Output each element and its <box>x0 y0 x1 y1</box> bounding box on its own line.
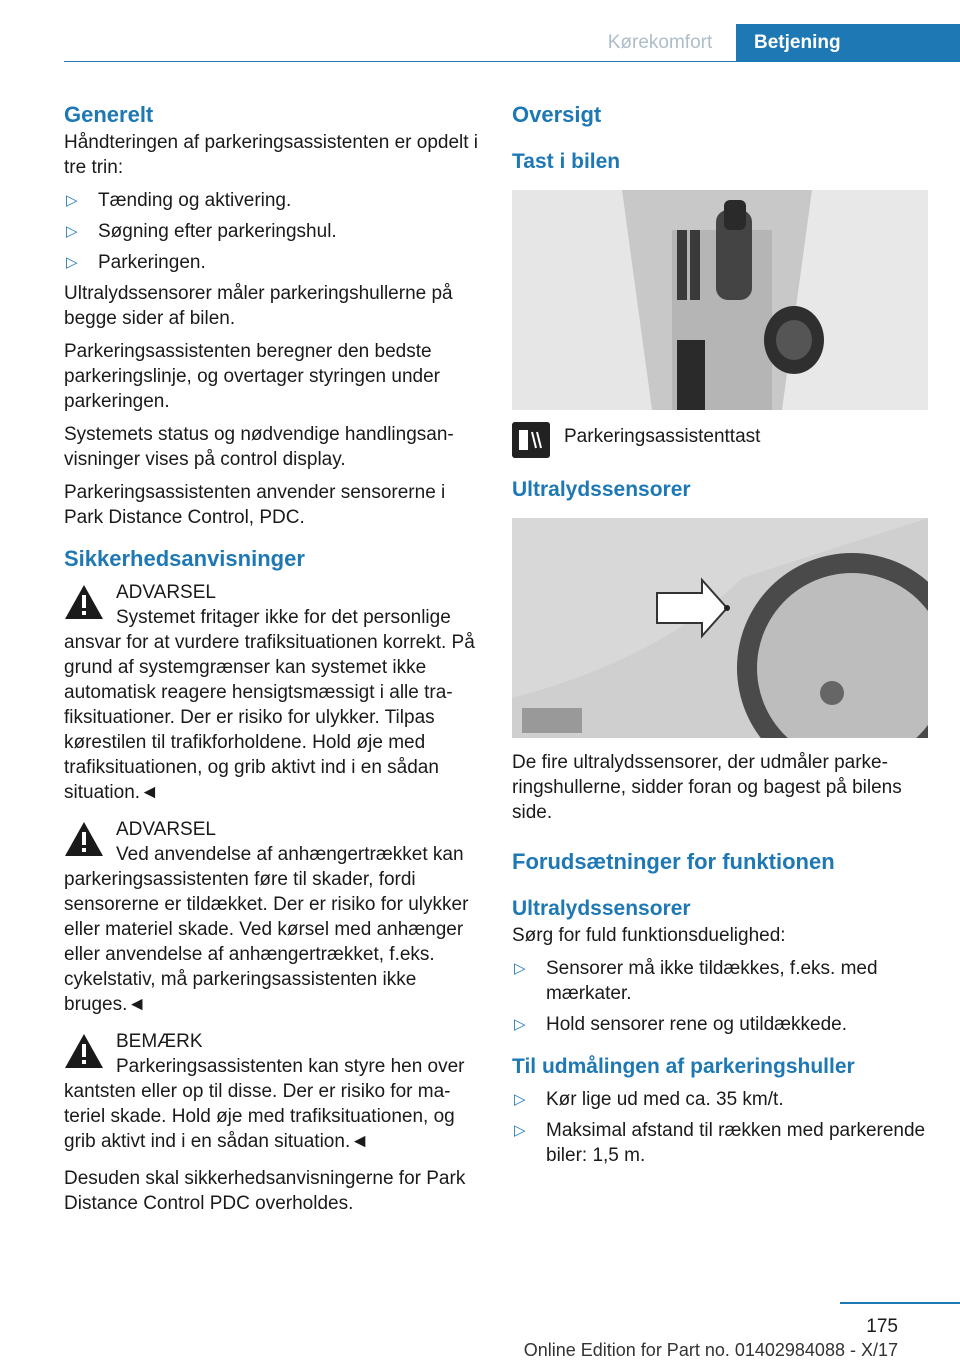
warning-text: ansvar for at vurdere trafiksituationen korrekt. På grund af systemgrænser kan systemet ikke automatisk reagere hensigtsmæssigt i alle trafiksituationer. Der er risiko for ulykker. Tilpas kørestilen til trafikforholdene. Hold øje med trafiksituationen, og grib aktivt ind i en sådan situation.◄ <box>64 632 475 803</box>
list-item: ▷ Maksimal afstand til rækken med parkerende biler: 1,5 m. <box>514 1120 926 1166</box>
parking-assistant-button-icon <box>512 422 550 458</box>
triangle-bullet-icon: ▷ <box>66 192 78 209</box>
warning-triangle-icon <box>64 1033 104 1069</box>
triangle-bullet-icon: ▷ <box>514 1091 526 1108</box>
button-caption: Parkeringsassistenttast <box>564 426 761 447</box>
footer-edition: Online Edition for Part no. 01402984088 - X/17 <box>523 1340 898 1360</box>
triangle-bullet-icon: ▷ <box>514 1016 526 1033</box>
list-item: ▷ Søgning efter parkeringshul. <box>66 221 337 242</box>
button-heading: Tast i bilen <box>512 150 621 173</box>
triangle-bullet-icon: ▷ <box>514 1122 526 1139</box>
triangle-bullet-icon: ▷ <box>66 223 78 240</box>
warning-triangle-icon <box>64 584 104 620</box>
warning-triangle-icon <box>64 821 104 857</box>
header-rule <box>64 61 960 62</box>
right-column <box>512 100 930 1174</box>
warning-first-line: Ved anvendelse af anhængertrækket kan <box>116 844 464 865</box>
sensors-heading: Ultralydssensorer <box>512 478 691 501</box>
triangle-bullet-icon: ▷ <box>514 960 526 977</box>
prerequisites-heading: Forudsætninger for funktionen <box>512 849 835 874</box>
sensor-photo <box>512 518 928 738</box>
notice-title: BEMÆRK <box>116 1031 203 1052</box>
list-item: ▷ Kør lige ud med ca. 35 km/t. <box>514 1089 784 1110</box>
safety-heading: Sikkerhedsanvisninger <box>64 546 305 571</box>
paragraph: Parkeringsassistenten anvender sensorerne i Park Distance Control, PDC. <box>64 482 446 528</box>
steps-list <box>64 188 482 275</box>
warning-title: ADVARSEL <box>116 582 216 603</box>
list-item: ▷ Parkeringen. <box>66 252 206 273</box>
warning-block <box>64 580 482 805</box>
closing-paragraph: Desuden skal sikkerhedsanvisningerne for Park Distance Control PDC overholdes. <box>64 1168 466 1214</box>
measurement-heading: Til udmålingen af parkeringshuller <box>512 1055 855 1078</box>
notice-first-line: Parkeringsassistenten kan styre hen over <box>116 1056 465 1077</box>
notice-block <box>64 1029 482 1154</box>
footer-rule <box>840 1302 960 1304</box>
general-heading: Generelt <box>64 102 154 127</box>
sensors-text: De fire ultralydssensorer, der udmåler parkeringshullerne, sidder foran og bagest på bilens side. <box>512 752 902 823</box>
paragraph: Ultralydssensorer måler parkeringshullerne på begge sider af bilen. <box>64 283 453 329</box>
paragraph: Parkeringsassistenten beregner den bedste parkeringslinje, og overtager styringen under parkeringen. <box>64 341 440 412</box>
prerequisites-subheading: Ultralydssensorer <box>512 897 691 920</box>
prerequisites-intro: Sørg for fuld funktionsduelighed: <box>512 925 786 946</box>
notice-text: kantsten eller op til disse. Der er risiko for materiel skade. Hold øje med trafiksituationen, og grib aktivt ind i en sådan situation.◄ <box>64 1081 455 1152</box>
warning-text: parkeringsassistenten føre til skader, fordi sensorerne er tildækket. Der er risiko for ulykker eller materiel skade. Ved kørsel med anhænger eller anvendelse af anhængertrækket, f.eks. cykelstativ, må parkeringsassistenten ikke bruges.◄ <box>64 869 469 1015</box>
left-column <box>64 100 482 1224</box>
warning-block <box>64 817 482 1017</box>
general-intro: Håndteringen af parkeringsassistenten er opdelt i tre trin: <box>64 132 479 178</box>
triangle-bullet-icon: ▷ <box>66 254 78 271</box>
list-item: ▷ Sensorer må ikke tildækkes, f.eks. med mærkater. <box>514 958 878 1004</box>
page-number: 175 <box>866 1316 898 1337</box>
list-item: ▷ Hold sensorer rene og utildækkede. <box>514 1014 848 1035</box>
list-item: ▷ Tænding og aktivering. <box>66 190 292 211</box>
button-caption-row <box>512 422 930 458</box>
prerequisites-list <box>512 956 930 1037</box>
console-photo <box>512 190 928 410</box>
warning-first-line: Systemet fritager ikke for det personlige <box>116 607 451 628</box>
overview-heading: Oversigt <box>512 102 602 127</box>
paragraph: Systemets status og nødvendige handlingsanvisninger vises på control display. <box>64 424 454 470</box>
measurement-list <box>512 1087 930 1168</box>
warning-title: ADVARSEL <box>116 819 216 840</box>
header-tab-section[interactable]: Kørekomfort <box>607 32 713 53</box>
header-tab-chapter[interactable]: Betjening <box>736 24 960 62</box>
